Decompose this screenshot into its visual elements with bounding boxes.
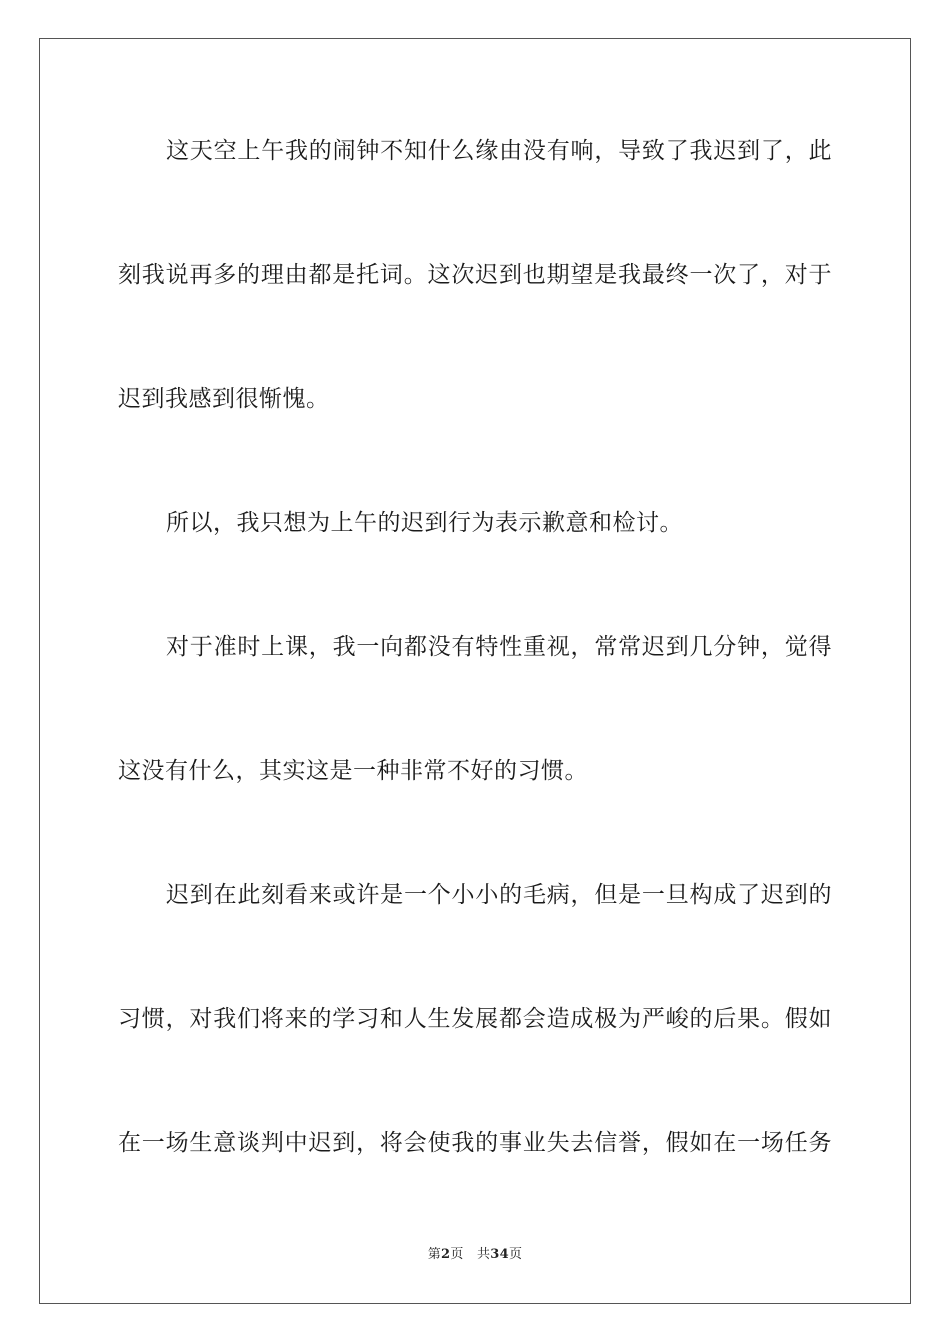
page-footer bbox=[0, 1246, 950, 1264]
paragraph-line-3: 迟到我感到很惭愧。 bbox=[118, 386, 330, 412]
total-pages: 34 bbox=[490, 1247, 509, 1262]
paragraph-line-4: 所以，我只想为上午的迟到行为表示歉意和检讨。 bbox=[166, 510, 683, 536]
page-suffix: 页 bbox=[450, 1247, 464, 1262]
paragraph-line-8: 习惯，对我们将来的学习和人生发展都会造成极为严峻的后果。假如 bbox=[118, 1006, 832, 1032]
page-prefix: 第 bbox=[427, 1247, 441, 1262]
total-suffix: 页 bbox=[509, 1247, 523, 1262]
paragraph-line-9: 在一场生意谈判中迟到，将会使我的事业失去信誉，假如在一场任务 bbox=[118, 1130, 832, 1156]
paragraph-line-1: 这天空上午我的闹钟不知什么缘由没有响，导致了我迟到了，此 bbox=[166, 138, 832, 164]
paragraph-line-6: 这没有什么，其实这是一种非常不好的习惯。 bbox=[118, 758, 588, 784]
paragraph-line-7: 迟到在此刻看来或许是一个小小的毛病，但是一旦构成了迟到的 bbox=[166, 882, 832, 908]
page-number: 2 bbox=[441, 1247, 451, 1262]
paragraph-line-2: 刻我说再多的理由都是托词。这次迟到也期望是我最终一次了，对于 bbox=[118, 262, 832, 288]
paragraph-line-5: 对于准时上课，我一向都没有特性重视，常常迟到几分钟，觉得 bbox=[166, 634, 832, 660]
page-border bbox=[39, 38, 911, 1304]
total-prefix: 共 bbox=[476, 1247, 491, 1262]
